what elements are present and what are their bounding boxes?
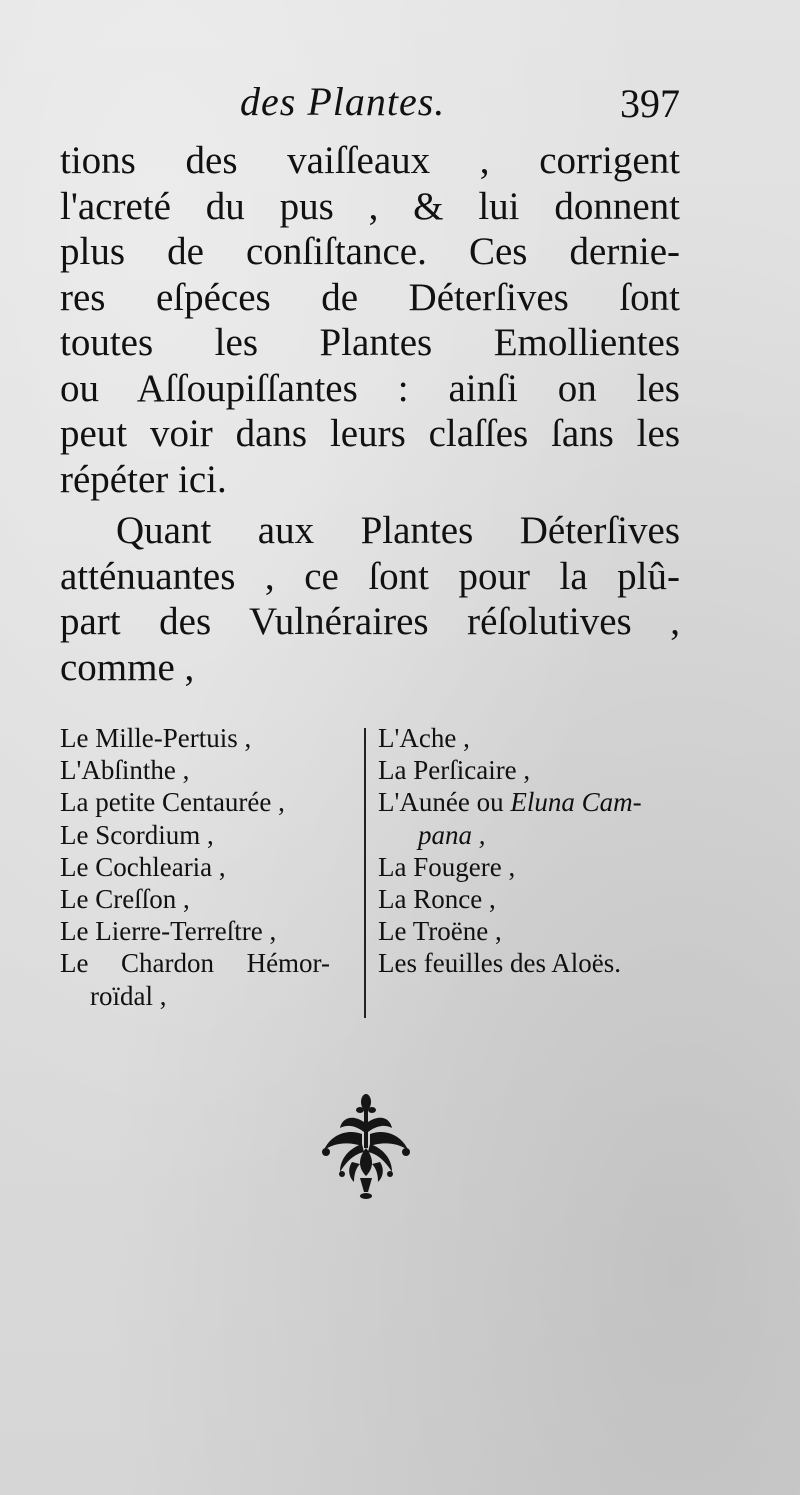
list-item: Le Creſſon , bbox=[60, 884, 190, 915]
list-item: La Perſicaire , bbox=[378, 755, 531, 786]
list-item: La Ronce , bbox=[378, 884, 496, 915]
page-number: 397 bbox=[620, 81, 680, 126]
text-line: plus de conſiſtance. Ces dernie- bbox=[60, 230, 680, 273]
text-line: res eſpéces de Déterſives ſont bbox=[60, 275, 680, 319]
list-item: roïdal , bbox=[90, 980, 167, 1011]
page-header bbox=[240, 78, 680, 138]
list-item: Le Cochlearia , bbox=[60, 851, 226, 882]
plant-list-right-column bbox=[378, 722, 688, 980]
text-line: part des Vulnéraires réſolutives , bbox=[60, 600, 680, 643]
list-item: Le Scordium , bbox=[60, 819, 214, 850]
running-title: des Plantes. bbox=[240, 79, 446, 124]
list-item: Le Lierre-Terreſtre , bbox=[60, 916, 277, 947]
text-line: Quant aux Plantes Déterſives bbox=[116, 509, 680, 552]
list-item: Les feuilles des Aloës. bbox=[378, 948, 621, 979]
list-item: Le Mille-Pertuis , bbox=[60, 723, 252, 753]
list-item: L'Ache , bbox=[378, 723, 470, 753]
list-item: Le Chardon Hémor- bbox=[60, 948, 330, 979]
text-line: tions des vaiſſeaux , corrigent bbox=[60, 139, 680, 182]
list-item bbox=[378, 786, 688, 818]
text-line: ou Aſſoupiſſantes : ainſi on les bbox=[60, 366, 680, 410]
list-item: pana , bbox=[418, 819, 486, 850]
list-item-text: L'Aunée ou bbox=[378, 787, 504, 818]
text-line: comme , bbox=[60, 645, 195, 689]
text-line: répéter ici. bbox=[60, 457, 227, 501]
column-divider bbox=[364, 728, 366, 1018]
list-item: La Fougere , bbox=[378, 851, 516, 882]
list-item: La petite Centaurée , bbox=[60, 787, 285, 818]
fleuron-icon bbox=[316, 1092, 416, 1200]
text-line: atténuantes , ce ſont pour la plû- bbox=[60, 554, 680, 598]
text-line: toutes les Plantes Emollientes bbox=[60, 321, 680, 364]
text-line: peut voir dans leurs claſſes ſans les bbox=[60, 412, 680, 455]
text-line: l'acreté du pus , & lui donnent bbox=[60, 184, 680, 228]
list-item: L'Abſinthe , bbox=[60, 755, 190, 786]
list-item-latin: Eluna Cam- bbox=[510, 787, 642, 818]
plant-list bbox=[60, 722, 684, 1022]
plant-list-left-column bbox=[60, 722, 342, 1012]
list-item: Le Troëne , bbox=[378, 916, 502, 947]
body-text bbox=[60, 138, 680, 690]
